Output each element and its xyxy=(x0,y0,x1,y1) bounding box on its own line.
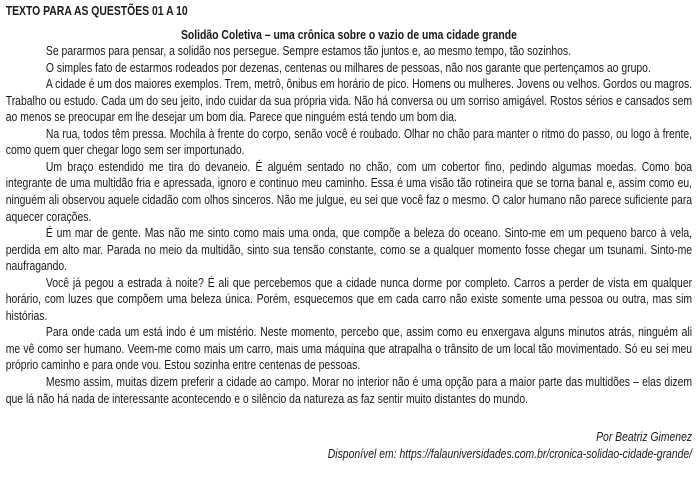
document-title: Solidão Coletiva – uma crônica sobre o vazio de uma cidade grande xyxy=(180,27,517,42)
paragraph: Você já pegou a estrada à noite? É ali que percebemos que a cidade nunca dorme por completo. Carros a perder de vista em qualquer horário, com luzes que compõem uma beleza única. Porém, esquecemos que em cada carro não existe somente uma pessoa ou outra, mas sim histórias. xyxy=(5,275,693,323)
paragraph: Na rua, todos têm pressa. Mochila à frente do corpo, senão você é roubado. Olhar no chão para manter o ritmo do passo, ou logo à frente, como quem quer chegar logo sem ser importunado. xyxy=(5,126,693,158)
byline: Por Beatriz Gimenez xyxy=(596,430,693,445)
paragraph: O simples fato de estarmos rodeados por dezenas, centenas ou milhares de pessoas, não nos garante que pertençamos ao grupo. xyxy=(45,60,651,75)
document-footer xyxy=(6,429,692,462)
paragraph: Um braço estendido me tira do devaneio. É alguém sentado no chão, com um cobertor fino, pedindo algumas moedas. Como boa integrante de uma multidão fria e apressada, ignoro e continuo meu caminho. Essa é uma visão tão rotineira que se torna banal e, assim como eu, ninguém ali observou aquele cidadão com olhos sinceros. Não me julgue, eu sei que você faz o mesmo. O calor humano não parece suficiente para aquecer corações. xyxy=(5,159,693,224)
paragraph: Para onde cada um está indo é um mistério. Neste momento, percebo que, assim como eu enxergava alguns minutos atrás, ninguém ali me vê como ser humano. Veem-me como mais um carro, mais uma máquina que atrapalha o trânsito de um local tão movimentado. Só eu sei meu próprio caminho e para onde vou. Estou sozinha entre centenas de pessoas. xyxy=(5,325,693,373)
document-header: TEXTO PARA AS QUESTÕES 01 A 10 xyxy=(5,4,188,18)
paragraph: É um mar de gente. Mas não me sinto como mais uma onda, que compõe a beleza do oceano. Sinto-me em um pequeno barco à vela, perdida em alto mar. Parada no meio da multidão, sinto sua tensão constante, como se a qualquer momento fosse chegar um tsunami. Sinto-me naufragando. xyxy=(5,226,693,274)
source-line: Disponível em: https://falauniversidades.com.br/cronica-solidao-cidade-grande/ xyxy=(327,446,693,461)
paragraph: A cidade é um dos maiores exemplos. Trem, metrô, ônibus em horário de pico. Homens ou mulheres. Jovens ou velhos. Gordos ou magros. Trabalho ou estudo. Cada um do seu jeito, indo cuidar da sua própria vida. Não há conversa ou um sorriso amigável. Rostos sérios e cansados sem ao menos se preocupar em lhe desejar um bom dia. Parece que ninguém está tendo um bom dia. xyxy=(5,77,693,125)
paragraph: Mesmo assim, muitas dizem preferir a cidade ao campo. Morar no interior não é uma opção para a maior parte das multidões – elas dizem que lá não há nada de interessante acontecendo e o silêncio da natureza as faz sentir muito distantes do mundo. xyxy=(5,375,693,406)
paragraph: Se pararmos para pensar, a solidão nos persegue. Sempre estamos tão juntos e, ao mesmo tempo, tão sozinhos. xyxy=(45,44,572,59)
